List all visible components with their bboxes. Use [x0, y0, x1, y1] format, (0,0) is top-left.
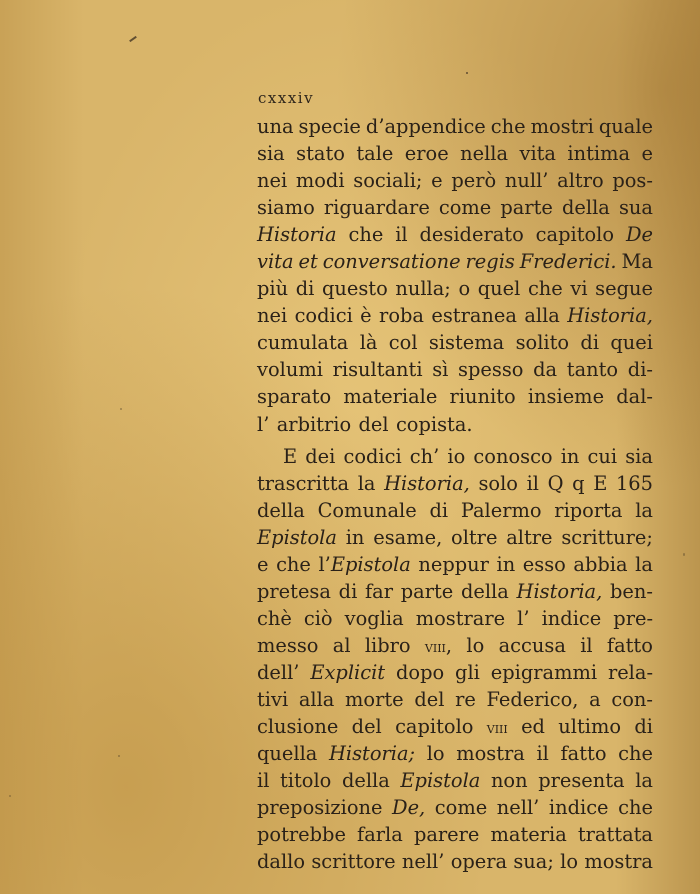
- word: l’: [517, 606, 530, 630]
- word: sia: [625, 444, 653, 468]
- word: Q: [547, 471, 564, 495]
- word: rela-: [607, 660, 653, 684]
- word: la: [357, 471, 376, 495]
- word: l’: [257, 412, 270, 436]
- word: modi: [295, 169, 345, 193]
- word: Epistola: [257, 525, 337, 549]
- word: arbitrio: [276, 412, 352, 436]
- word: a: [589, 687, 601, 711]
- word: neppur: [418, 552, 489, 576]
- word: capitolo: [535, 223, 615, 247]
- word: Federico,: [486, 687, 579, 711]
- word: parere: [413, 823, 480, 847]
- word: materia: [490, 823, 567, 847]
- word: trattata: [577, 823, 653, 847]
- text-line: [257, 167, 653, 194]
- word: il: [580, 633, 593, 657]
- text-line: [257, 302, 653, 329]
- word: della: [257, 498, 305, 522]
- word: Historia,: [384, 471, 470, 495]
- word: spesso: [458, 358, 524, 382]
- word: quella: [257, 742, 318, 766]
- word: che: [348, 223, 384, 247]
- word: solo: [478, 471, 518, 495]
- word: trascritta: [257, 471, 350, 495]
- word: di: [634, 715, 653, 739]
- word: io: [447, 444, 466, 468]
- word: della: [562, 196, 610, 220]
- word: estranea: [431, 304, 517, 328]
- text-line: [257, 578, 653, 605]
- text-line: [257, 848, 653, 875]
- word: esso: [522, 552, 566, 576]
- word: materiale: [343, 385, 438, 409]
- word: accusa: [498, 633, 566, 657]
- word: mostra: [456, 742, 525, 766]
- word: epigrammi: [490, 660, 598, 684]
- word: tanto: [566, 358, 619, 382]
- word: Frederici.: [519, 250, 617, 274]
- word: dopo: [395, 660, 445, 684]
- word: nell’: [401, 850, 445, 874]
- word: la: [635, 498, 653, 522]
- word: ch’: [409, 444, 440, 468]
- word: il: [257, 769, 270, 793]
- ink-speck: [9, 795, 11, 797]
- word: lo: [560, 850, 579, 874]
- ink-speck: [466, 72, 468, 74]
- word: mostrare: [415, 606, 506, 630]
- word: con-: [611, 687, 653, 711]
- word: come: [434, 796, 488, 820]
- word: eroe: [404, 142, 449, 166]
- word: morte: [345, 687, 404, 711]
- word: roba: [379, 304, 424, 328]
- text-line: [257, 740, 653, 767]
- ink-speck: [683, 553, 685, 556]
- word: ed: [521, 715, 545, 739]
- word: non: [490, 769, 528, 793]
- word: conosco: [473, 444, 553, 468]
- word: il: [395, 223, 408, 247]
- word: copista.: [395, 412, 473, 436]
- word: questo: [321, 277, 388, 301]
- text-line: [257, 497, 653, 524]
- word: Explicit: [310, 660, 386, 684]
- word: codici: [294, 304, 353, 328]
- text-line: [257, 140, 653, 167]
- word: la: [635, 769, 653, 793]
- word: codici: [343, 444, 402, 468]
- word: sua;: [513, 850, 554, 874]
- word: chè: [257, 606, 292, 630]
- word: ciò: [303, 606, 333, 630]
- word: sociali;: [353, 169, 423, 193]
- word: E: [593, 471, 608, 495]
- word: sistema: [428, 331, 505, 355]
- word: che: [276, 552, 311, 576]
- word: re: [455, 687, 476, 711]
- word: opera: [450, 850, 508, 874]
- word: fatto: [560, 742, 607, 766]
- text-line: [257, 686, 653, 713]
- word: E: [283, 444, 298, 468]
- word: e: [431, 169, 443, 193]
- word: siamo: [257, 196, 315, 220]
- word: della: [460, 579, 509, 603]
- text-line: [257, 821, 653, 848]
- word: far: [365, 579, 394, 603]
- text-line: [257, 659, 653, 686]
- word: il: [526, 471, 539, 495]
- word: però: [451, 169, 497, 193]
- word: conversatione: [322, 250, 461, 274]
- word: messo: [257, 633, 319, 657]
- word: nella: [460, 142, 509, 166]
- text-line: [257, 443, 653, 470]
- text-line: [257, 551, 653, 578]
- word: pre-: [613, 606, 653, 630]
- word: Historia,: [567, 304, 653, 328]
- word: in: [560, 444, 580, 468]
- word: segue: [595, 277, 653, 301]
- word: cumulata: [257, 331, 349, 355]
- word: come: [438, 196, 492, 220]
- word: d’appendice: [365, 115, 486, 138]
- word: clusione: [257, 715, 339, 739]
- word: scrittore: [311, 850, 396, 874]
- word: là: [359, 331, 378, 355]
- word: una: [257, 115, 294, 138]
- word: nell’: [496, 796, 540, 820]
- word: altre: [506, 525, 553, 549]
- word: nei: [257, 304, 288, 328]
- text-line: [257, 194, 653, 221]
- word: sparato: [257, 385, 332, 409]
- word: scritture;: [561, 525, 653, 549]
- word: nulla;: [395, 277, 451, 301]
- word: regis: [465, 250, 515, 274]
- word: il: [536, 742, 549, 766]
- word: intima: [567, 142, 631, 166]
- word: di: [338, 579, 358, 603]
- word: De,: [392, 796, 426, 820]
- word: presenta: [538, 769, 625, 793]
- word: o: [458, 277, 471, 301]
- word: quale: [598, 115, 653, 138]
- word: riunito: [449, 385, 516, 409]
- word: Historia: [257, 223, 337, 247]
- word: mostra: [584, 850, 653, 874]
- text-line: [257, 248, 653, 275]
- word: dal-: [616, 385, 653, 409]
- text-line: [257, 524, 653, 551]
- word: pretesa: [257, 579, 331, 603]
- word: parte: [500, 196, 553, 220]
- ink-pen-mark: [129, 36, 137, 42]
- word: tale: [356, 142, 394, 166]
- word: ultimo: [558, 715, 622, 739]
- word: dell’: [257, 660, 300, 684]
- text-line: [257, 221, 653, 248]
- word: stato: [296, 142, 345, 166]
- word: capitolo: [395, 715, 474, 739]
- word: indice: [548, 796, 609, 820]
- word: risultanti: [332, 358, 423, 382]
- text-line: [257, 632, 653, 659]
- word: riporta: [554, 498, 623, 522]
- word: alla: [524, 304, 560, 328]
- word: del: [351, 715, 382, 739]
- word: farla: [357, 823, 403, 847]
- word: del: [358, 412, 389, 436]
- word: indice: [541, 606, 602, 630]
- word: preposizione: [257, 796, 383, 820]
- word: insieme: [527, 385, 605, 409]
- word: mostri: [530, 115, 594, 138]
- word: abbia: [573, 552, 628, 576]
- word: q: [572, 471, 585, 495]
- text-line: [257, 605, 653, 632]
- word: da: [533, 358, 558, 382]
- word: alla: [298, 687, 335, 711]
- word: pos-: [612, 169, 653, 193]
- word: ben-: [610, 579, 653, 603]
- word: Historia;: [328, 742, 416, 766]
- paragraph: [257, 113, 653, 438]
- text-line: [257, 113, 653, 140]
- word: in: [496, 552, 516, 576]
- word: sì: [432, 358, 449, 382]
- word: riguardare: [323, 196, 430, 220]
- word: in: [345, 525, 365, 549]
- word: et: [298, 250, 318, 274]
- word: solito: [515, 331, 570, 355]
- word: potrebbe: [257, 823, 346, 847]
- word: più: [257, 277, 289, 301]
- word: che: [490, 115, 526, 138]
- word: null’: [504, 169, 549, 193]
- word: viii,: [424, 633, 453, 657]
- body-text: [257, 113, 653, 875]
- word: parte: [400, 579, 454, 603]
- text-line: [257, 470, 653, 497]
- word: lo: [466, 633, 485, 657]
- word: dallo: [257, 850, 306, 874]
- word: della: [341, 769, 390, 793]
- word: fatto: [606, 633, 653, 657]
- paragraph: [257, 443, 653, 876]
- word: sua: [618, 196, 653, 220]
- word: De: [625, 223, 653, 247]
- word: lo: [426, 742, 445, 766]
- word: al: [332, 633, 351, 657]
- word: e: [641, 142, 653, 166]
- word: quei: [610, 331, 653, 355]
- word: libro: [364, 633, 411, 657]
- word: vi: [570, 277, 588, 301]
- word: nei: [257, 169, 288, 193]
- word: altro: [557, 169, 604, 193]
- text-line: [257, 356, 653, 383]
- text-line: [257, 275, 653, 302]
- word: oltre: [451, 525, 498, 549]
- word: col: [388, 331, 418, 355]
- word: che: [618, 742, 653, 766]
- word: di: [580, 331, 600, 355]
- word: è: [360, 304, 372, 328]
- word: volumi: [257, 358, 323, 382]
- word: voglia: [344, 606, 404, 630]
- word: di: [429, 498, 449, 522]
- text-line: [257, 329, 653, 356]
- word: la: [635, 552, 653, 576]
- word: dei: [305, 444, 336, 468]
- word: desiderato: [419, 223, 524, 247]
- ink-speck: [118, 755, 120, 757]
- word: esame,: [373, 525, 443, 549]
- word: che: [527, 277, 563, 301]
- word: di: [295, 277, 315, 301]
- text-line: [257, 713, 653, 740]
- word: Comunale: [317, 498, 417, 522]
- word: gli: [455, 660, 480, 684]
- word: e: [257, 552, 269, 576]
- word: vita: [257, 250, 294, 274]
- text-line: [257, 767, 653, 794]
- word: quel: [477, 277, 521, 301]
- word: Epistola: [400, 769, 481, 793]
- word: titolo: [280, 769, 332, 793]
- word: Historia,: [516, 579, 603, 603]
- word: che: [618, 796, 653, 820]
- page-number-header: cxxxiv: [258, 89, 315, 107]
- word: sia: [257, 142, 285, 166]
- text-line: [257, 411, 653, 438]
- text-line: [257, 383, 653, 410]
- word: viii: [486, 719, 508, 738]
- word: specie: [298, 115, 361, 138]
- ink-speck: [120, 408, 122, 410]
- word: Palermo: [460, 498, 542, 522]
- word: 165: [615, 471, 653, 495]
- text-line: [257, 794, 653, 821]
- word: l’Epistola: [318, 552, 411, 576]
- word: del: [414, 687, 445, 711]
- word: di-: [627, 358, 653, 382]
- word: tivi: [257, 687, 289, 711]
- word: cui: [587, 444, 618, 468]
- word: vita: [519, 142, 556, 166]
- word: Ma: [621, 250, 653, 274]
